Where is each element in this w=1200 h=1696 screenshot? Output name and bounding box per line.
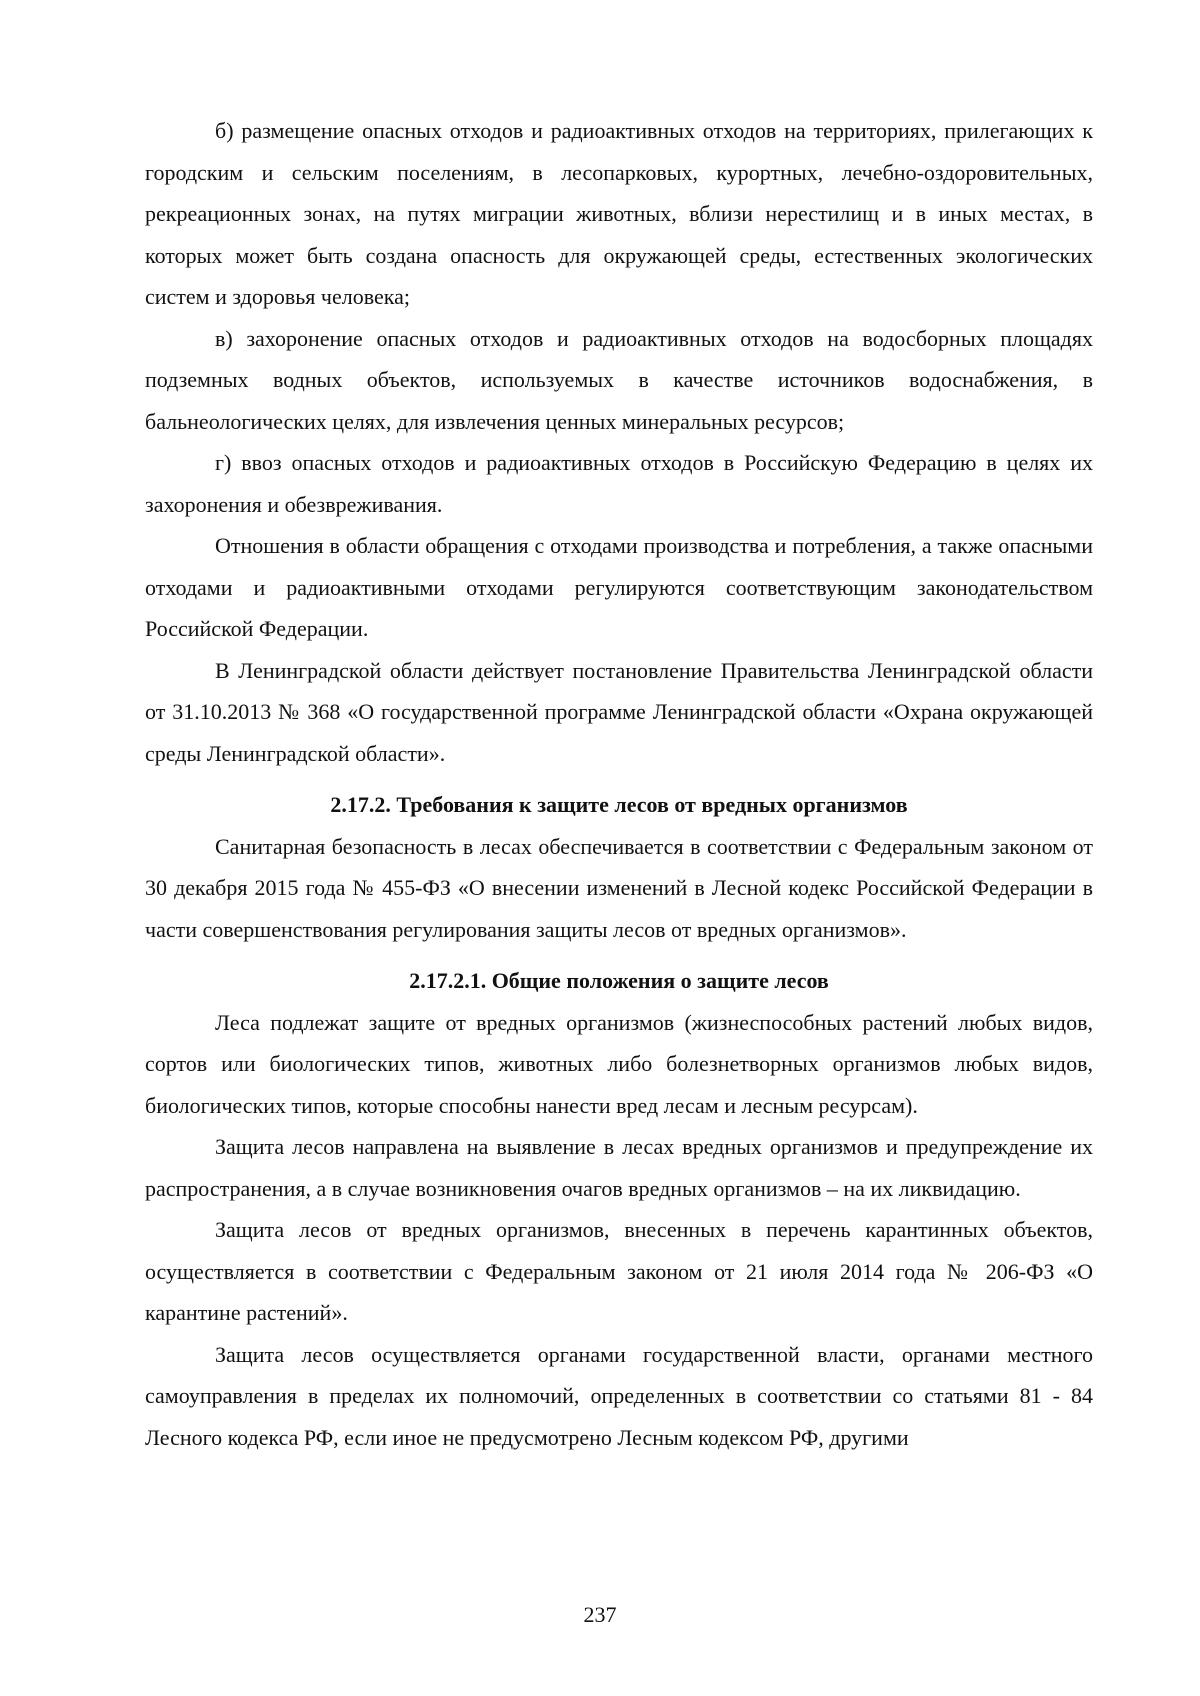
paragraph-authorities: Защита лесов осуществляется органами государственной власти, органами местного самоуправления в пределах их полномочий, определенных в соответствии со статьями 81 - 84 Лесного кодекса РФ, если иное не предусмотрено Лесным кодексом РФ, другими	[145, 1341, 1093, 1450]
section-heading-2-17-2: 2.17.2. Требования к защите лесов от вредных организмов	[330, 792, 908, 817]
paragraph-quarantine: Защита лесов от вредных организмов, внесенных в перечень карантинных объектов, осуществляется в соответствии с Федеральным законом от 21 июля 2014 года № 206-ФЗ «О карантине растений».	[145, 1217, 1093, 1325]
paragraph-waste-relations: Отношения в области обращения с отходами производства и потребления, а также опасными отходами и радиоактивными отходами регулируются соответствующим законодательством Российской Федерации.	[145, 533, 1093, 641]
paragraph-item-b: б) размещение опасных отходов и радиоактивных отходов на территориях, прилегающих к городским и сельским поселениям, в лесопарковых, курортных, лечебно-оздоровительных, рекреационных зонах, на путях миграции животных, вблизи нерестилищ и в иных местах, в которых может быть создана опасность для окружающей среды, естественных экологических систем и здоровья человека;	[145, 118, 1093, 309]
page-number: 237	[583, 1602, 617, 1627]
paragraph-item-v: в) захоронение опасных отходов и радиоактивных отходов на водосборных площадях подземных водных объектов, используемых в качестве источников водоснабжения, в бальнеологических целях, для извлечения ценных минеральных ресурсов;	[145, 325, 1093, 434]
paragraph-sanitary-safety: Санитарная безопасность в лесах обеспечивается в соответствии с Федеральным законом от 30 декабря 2015 года № 455-ФЗ «О внесении изменений в Лесной кодекс Российской Федерации в части совершенствования регулирования защиты лесов от вредных организмов».	[145, 833, 1093, 942]
section-heading-2-17-2-1: 2.17.2.1. Общие положения о защите лесов	[409, 968, 829, 993]
document-body	[145, 110, 1093, 1458]
paragraph-leningrad-resolution: В Ленинградской области действует постановление Правительства Ленинградской области от 31.10.2013 № 368 «О государственной программе Ленинградской области «Охрана окружающей среды Ленинградской области».	[145, 657, 1093, 766]
paragraph-item-g: г) ввоз опасных отходов и радиоактивных отходов в Российскую Федерацию в целях их захоронения и обезвреживания.	[145, 450, 1093, 517]
paragraph-forest-protection-aim: Защита лесов направлена на выявление в лесах вредных организмов и предупреждение их распространения, а в случае возникновения очагов вредных организмов – на их ликвидацию.	[145, 1134, 1093, 1201]
paragraph-forest-protection-harmful: Леса подлежат защите от вредных организмов (жизнеспособных растений любых видов, сортов или биологических типов, животных либо болезнетворных организмов любых видов, биологических типов, которые способны нанести вред лесам и лесным ресурсам).	[145, 1009, 1093, 1118]
